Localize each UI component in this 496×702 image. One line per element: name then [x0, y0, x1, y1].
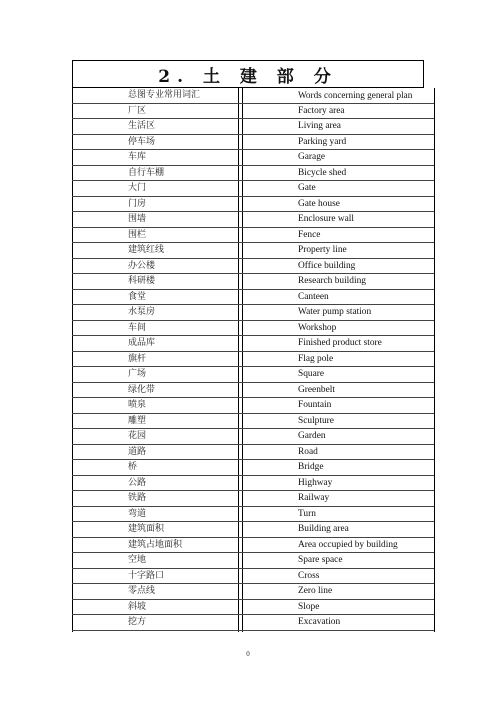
glossary-header-row [72, 88, 434, 104]
glossary-term-chinese: 停车场 [128, 136, 156, 147]
glossary-term-chinese: 生活区 [128, 121, 156, 131]
glossary-row [72, 119, 434, 135]
glossary-row [72, 600, 434, 616]
glossary-row [72, 460, 434, 476]
glossary-term-english: Property line [298, 245, 347, 255]
glossary-term-chinese: 办公楼 [128, 260, 156, 271]
glossary-term-english: Sculpture [298, 415, 334, 426]
glossary-term-chinese: 花园 [128, 431, 147, 441]
glossary-term-chinese: 十字路口 [128, 570, 165, 581]
glossary-row [72, 166, 434, 182]
glossary-term-english: Bridge [298, 462, 324, 472]
glossary-row [72, 336, 434, 352]
glossary-term-chinese: 围栏 [128, 229, 147, 240]
glossary-term-chinese: 旗杆 [128, 353, 147, 364]
glossary-row [72, 584, 434, 600]
glossary-row [72, 538, 434, 554]
glossary-row [72, 135, 434, 151]
glossary-row [72, 615, 434, 631]
glossary-row [72, 321, 434, 337]
glossary-term-english: Square [298, 369, 325, 379]
glossary-term-english: Canteen [298, 291, 329, 302]
glossary-term-english: Road [298, 446, 318, 457]
glossary-term-english: Enclosure wall [298, 214, 354, 224]
section-title: 2. 土 建 部 分 [158, 66, 338, 87]
glossary-term-chinese: 广场 [128, 369, 147, 379]
glossary-row [72, 553, 434, 569]
glossary-term-chinese: 绿化带 [128, 384, 156, 395]
glossary-table [72, 88, 434, 631]
glossary-term-english: Bicycle shed [298, 167, 347, 178]
glossary-row [72, 445, 434, 461]
glossary-term-english: Fence [298, 229, 321, 240]
glossary-term-english: Research building [298, 276, 366, 286]
glossary-row [72, 507, 434, 523]
glossary-term-english: Garage [298, 152, 326, 162]
glossary-term-english: Gate house [298, 198, 340, 209]
glossary-term-english: Cross [298, 570, 320, 581]
glossary-row [72, 352, 434, 368]
glossary-row [72, 398, 434, 414]
table-border-right [434, 88, 435, 632]
glossary-term-english: Building area [298, 524, 349, 534]
glossary-row [72, 212, 434, 228]
glossary-term-chinese: 桥 [128, 462, 138, 472]
glossary-row [72, 522, 434, 538]
glossary-row [72, 243, 434, 259]
glossary-term-chinese: 水泵房 [128, 307, 156, 317]
glossary-term-chinese: 自行车棚 [128, 167, 165, 178]
glossary-term-chinese: 建筑面积 [128, 524, 165, 534]
glossary-term-chinese: 空地 [128, 555, 147, 565]
glossary-term-english: Living area [298, 121, 341, 131]
glossary-term-chinese: 建筑红线 [128, 245, 165, 255]
glossary-term-english: Greenbelt [298, 384, 335, 395]
glossary-term-chinese: 弯道 [128, 508, 147, 519]
glossary-row [72, 228, 434, 244]
glossary-term-chinese: 大门 [128, 183, 147, 193]
glossary-row [72, 181, 434, 197]
glossary-row [72, 290, 434, 306]
glossary-row [72, 476, 434, 492]
glossary-row [72, 150, 434, 166]
glossary-term-english: Excavation [298, 617, 341, 627]
glossary-term-english: Railway [298, 493, 330, 503]
glossary-term-english: Flag pole [298, 353, 334, 364]
glossary-term-chinese: 车间 [128, 322, 147, 333]
section-title-box [72, 60, 424, 88]
glossary-term-english: Workshop [298, 322, 337, 333]
glossary-term-english: Area occupied by building [298, 539, 398, 550]
glossary-term-chinese: 成品库 [128, 338, 156, 348]
glossary-term-chinese: 厂区 [128, 105, 147, 116]
glossary-term-english: Office building [298, 260, 356, 271]
glossary-term-chinese: 喷泉 [128, 400, 147, 410]
glossary-row [72, 414, 434, 430]
glossary-row [72, 491, 434, 507]
glossary-term-chinese: 车库 [128, 152, 147, 162]
glossary-term-chinese: 围墙 [128, 214, 147, 224]
glossary-term-chinese: 门房 [128, 198, 147, 209]
glossary-row [72, 367, 434, 383]
glossary-term-english: Factory area [298, 105, 345, 116]
glossary-row [72, 383, 434, 399]
glossary-term-chinese: 建筑占地面积 [128, 539, 183, 550]
glossary-term-chinese: 科研楼 [128, 276, 156, 286]
glossary-term-english: Parking yard [298, 136, 347, 147]
glossary-term-english: Spare space [298, 555, 343, 565]
glossary-term-english: Finished product store [298, 338, 382, 348]
glossary-row [72, 274, 434, 290]
glossary-term-english: Gate [298, 183, 316, 193]
glossary-term-english: Turn [298, 508, 316, 519]
glossary-term-english: Zero line [298, 586, 333, 596]
glossary-term-english: Water pump station [298, 307, 372, 317]
glossary-term-english: Highway [298, 477, 333, 488]
glossary-row [72, 569, 434, 585]
page-number: 0 [246, 650, 250, 658]
glossary-header-english: Words concerning general plan [298, 90, 413, 100]
glossary-term-chinese: 零点线 [128, 586, 156, 596]
glossary-header-chinese: 总图专业常用词汇 [128, 90, 201, 100]
glossary-row [72, 104, 434, 120]
glossary-row [72, 197, 434, 213]
glossary-term-chinese: 公路 [128, 477, 147, 488]
glossary-term-chinese: 道路 [128, 446, 147, 457]
glossary-term-chinese: 挖方 [128, 617, 147, 627]
glossary-row [72, 259, 434, 275]
glossary-term-chinese: 食堂 [128, 291, 147, 302]
glossary-term-chinese: 雕塑 [128, 415, 147, 426]
glossary-term-chinese: 铁路 [128, 493, 147, 503]
glossary-row [72, 305, 434, 321]
glossary-term-english: Slope [298, 601, 320, 612]
glossary-row [72, 429, 434, 445]
glossary-term-chinese: 斜坡 [128, 601, 147, 612]
glossary-term-english: Fountain [298, 400, 332, 410]
glossary-term-english: Garden [298, 431, 326, 441]
